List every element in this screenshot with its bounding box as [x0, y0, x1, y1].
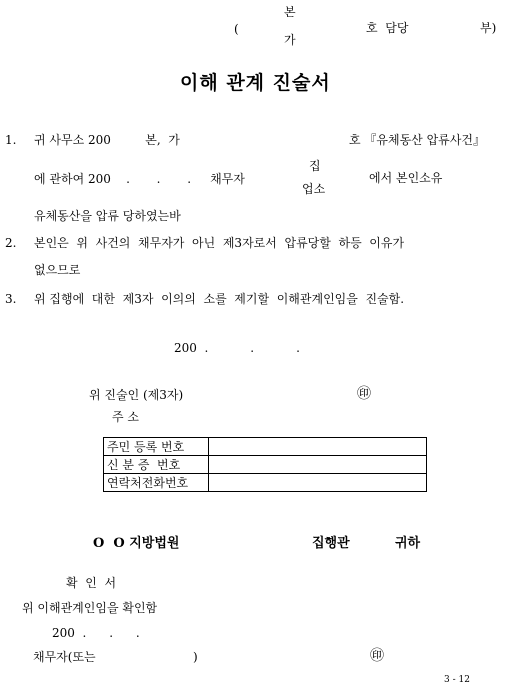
resident-number-label: 주민 등록 번호	[104, 438, 209, 456]
contact-phone-label: 연락처전화번호	[104, 474, 209, 492]
page-number: 3 - 12	[444, 675, 470, 685]
declarant-label: 위 진술인 (제3자)	[89, 388, 184, 402]
item-1-line-2a: 에 관하여 200 . . . 채무자	[34, 172, 245, 186]
item-1-line-3: 유체동산을 압류 당하였는바	[34, 209, 181, 223]
item-1-line-1a: 귀 사무소 200 본, 가	[34, 133, 180, 147]
header-ga: 가	[284, 33, 296, 47]
declarant-address-label: 주 소	[112, 410, 139, 424]
item-1-eopso: 업소	[302, 182, 326, 196]
table-row	[104, 474, 427, 492]
id-card-number-field[interactable]	[209, 456, 427, 474]
table-row	[104, 438, 427, 456]
declarant-seal-icon: ㊞	[357, 386, 371, 402]
court-officer: 집행관	[312, 536, 350, 551]
header-open-paren: (	[234, 22, 239, 36]
table-row	[104, 456, 427, 474]
item-1-jip: 집	[309, 159, 321, 173]
document-title: 이해 관계 진술서	[180, 72, 331, 94]
id-card-number-label: 신 분 증 번호	[104, 456, 209, 474]
confirmation-date: 200 . . .	[52, 626, 140, 640]
confirmation-heading: 확 인 서	[66, 576, 117, 590]
debtor-seal-icon: ㊞	[370, 648, 384, 664]
confirmation-statement: 위 이해관계인임을 확인함	[22, 601, 158, 615]
item-3-number: 3.	[5, 292, 17, 306]
declarant-info-table	[103, 437, 427, 492]
header-bu-close: 부)	[480, 21, 497, 35]
debtor-close-paren: )	[193, 650, 198, 664]
item-2-line-1: 본인은 위 사건의 채무자가 아닌 제3자로서 압류당할 하등 이유가	[34, 236, 405, 250]
debtor-label: 채무자(또는	[33, 650, 96, 664]
item-1-number: 1.	[5, 133, 17, 147]
header-ho-damdang: 호 담당	[366, 21, 409, 35]
court-honorific: 귀하	[395, 536, 421, 551]
statement-date: 200 . . .	[174, 341, 300, 355]
court-name: O O 지방법원	[93, 536, 180, 551]
resident-number-field[interactable]	[209, 438, 427, 456]
item-1-line-1b: 호 『유체동산 압류사건』	[349, 133, 485, 147]
header-bon: 본	[284, 5, 296, 19]
contact-phone-field[interactable]	[209, 474, 427, 492]
item-2-line-2: 없으므로	[34, 263, 81, 277]
item-3-line-1: 위 집행에 대한 제3자 이의의 소를 제기할 이해관계인임을 진술함.	[34, 292, 405, 306]
item-2-number: 2.	[5, 236, 17, 250]
item-1-line-2b: 에서 본인소유	[369, 171, 443, 185]
